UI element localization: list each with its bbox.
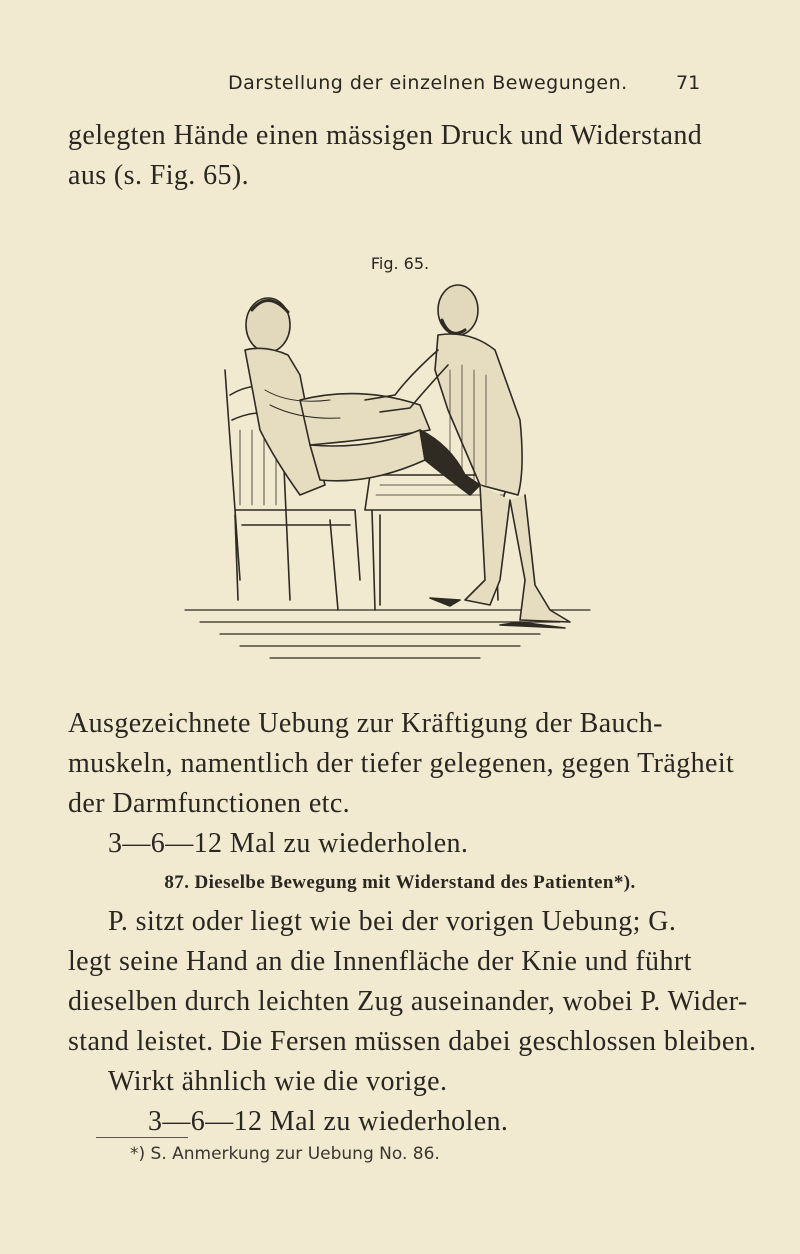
exercise-illustration <box>180 280 605 670</box>
paragraph-87 <box>68 902 757 1142</box>
section-heading-87: 87. Dieselbe Bewegung mit Widerstand des Patienten*). <box>164 872 636 893</box>
paragraph-line: der Darmfunctionen etc. <box>68 788 351 819</box>
page-number: 71 <box>676 72 701 94</box>
paragraph-line: Ausgezeichnete Uebung zur Kräftigung der Bauch- <box>68 708 663 739</box>
paragraph-line: stand leistet. Die Fersen müssen dabei geschlossen bleiben. <box>68 1026 757 1057</box>
repeat-instruction: 3—6—12 Mal zu wiederholen. <box>148 1106 509 1137</box>
paragraph-line: dieselben durch leichten Zug auseinander, wobei P. Wider- <box>68 986 748 1017</box>
figure-caption: Fig. 65. <box>370 254 430 273</box>
paragraph-line: muskeln, namentlich der tiefer gelegenen, gegen Trägheit <box>68 748 735 779</box>
paragraph-65 <box>68 704 736 864</box>
footnote-divider <box>96 1137 188 1138</box>
intro-line: aus (s. Fig. 65). <box>68 160 250 191</box>
paragraph-line: P. sitzt oder liegt wie bei der vorigen Uebung; G. <box>108 906 677 937</box>
header-title: Darstellung der einzelnen Bewegungen. <box>228 72 628 94</box>
intro-text <box>68 116 736 196</box>
repeat-instruction: 3—6—12 Mal zu wiederholen. <box>108 828 469 859</box>
paragraph-line: Wirkt ähnlich wie die vorige. <box>108 1066 448 1097</box>
intro-line: gelegten Hände einen mässigen Druck und Widerstand <box>68 120 703 151</box>
running-header <box>0 72 800 112</box>
paragraph-line: legt seine Hand an die Innenfläche der Knie und führt <box>68 946 692 977</box>
footnote: *) S. Anmerkung zur Uebung No. 86. <box>130 1144 440 1164</box>
